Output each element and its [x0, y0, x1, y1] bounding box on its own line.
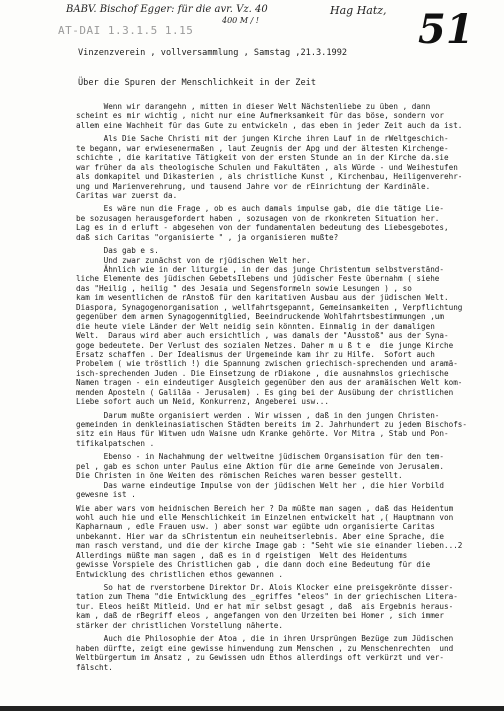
- text-line: sitz ein Haus für Witwen udn Waisne udn Kranke gehörte. Vor Mitra , Stab und Pon-: [76, 429, 449, 439]
- text-line: Liebe sofort auch um Neid, Konkurrenz, Angeberei usw...: [76, 397, 330, 407]
- text-line: unbekannt. Hier war da sChristentum ein neuheitserlebnis. Aber eine Sprache, die: [76, 531, 445, 541]
- text-line: schichte , die karitative Tätigkeit von der ersten Stunde an in der Kirche da.sie: [76, 153, 449, 163]
- text-line: Probelem ( wie tröstlich !) die Spannung zwischen griechisch-sprechenden und aramä-: [76, 359, 458, 369]
- text-line: Als Die Sache Christi mit der jungen Kirche ihren Lauf in de rWeltgeschich-: [76, 134, 449, 144]
- handwritten-note-sub: 400 M / !: [222, 16, 259, 25]
- text-line: als domkapitel und Dikasterien , als christliche Kunst , Kirchenbau, Heiligenverehr-: [76, 172, 463, 182]
- text-line: man rasch verstand, und die der kirche Image gab : "Seht wie sie einander lieben...2: [76, 541, 463, 551]
- text-line: gewisse Vorspiele des Christlichen gab , die dann doch eine Bedeutung für die: [76, 560, 431, 570]
- text-line: gewesne ist .: [76, 490, 136, 500]
- text-line: tur. Eleos heißt Mitleid. Und er hat mir selbst gesagt , daß ais Ergebnis heraus-: [76, 601, 454, 611]
- handwritten-note: BABV. Bischof Egger: für die avr. Vz. 40: [66, 4, 268, 15]
- text-line: scheint es mir wichtig , nicht nur eine Aufmerksamkeit für das böse, sondern vor: [76, 111, 445, 121]
- text-line: war früher da als theologische Schulen und Fakultäten , als Würde - und Weihestufen: [76, 162, 458, 172]
- document-body: [76, 102, 500, 672]
- text-line: So hat de rverstorbene Direktor Dr. Alois Klocker eine preisgekrönte disser-: [76, 583, 454, 592]
- text-line: kam , daß de rBegriff eleos , angefangen von den Urzeiten bei Homer , sich immer: [76, 611, 445, 621]
- text-line: Ersatz schaffen . Der Idealismus der Urgemeinde kam ihr zu Hilfe. Sofort auch: [76, 349, 435, 359]
- text-line: Wenn wir darangehn , mitten in dieser Welt Nächstenliebe zu üben , dann: [76, 102, 431, 111]
- text-line: gegenüber dem armen Synagogenmitglied, Beeindruckende Wohlfahrtsbestimmungen ,um: [76, 312, 445, 322]
- text-line: die heute viele Länder der Welt neidig sein könnten. Einmalig in der damaligen: [76, 321, 435, 331]
- document-header: Vinzenzverein , vollversammlung , Samstag ,21.3.1992: [78, 48, 348, 58]
- text-line: be sozusagen herausgefordert haben , sozusagen von de rkonkreten Situation her.: [76, 213, 440, 223]
- text-line: gemeinden in denkleinasiatischen Städten bereits im 2. Jahrhundert zu jedem Bischofs-: [76, 420, 468, 429]
- text-line: tifikalpatschen .: [76, 438, 155, 448]
- text-line: Weltbürgertum im Ansatz , zu Gewissen udn Ethos allerdings oft verkürzt und ver-: [76, 653, 445, 663]
- text-line: Entwicklung des christlichen ethos gewannen .: [76, 569, 284, 579]
- text-line: Welt. Daraus wird aber auch ersichtlich , was damals der "Ausstoß" aus der Syna-: [76, 331, 449, 341]
- page-number: 51: [418, 6, 474, 53]
- text-line: pel , gab es schon unter Paulus eine Aktion für die arme Gemeinde von Jerusalem.: [76, 461, 445, 471]
- text-line: Und zwar zunächst von de rjüdischen Welt her.: [76, 255, 311, 265]
- text-line: das "Heilig , heilig " des Jesaia und Segensformeln sowie Lesungen ) , so: [76, 283, 412, 293]
- text-line: stärker der christlichen Vorstellung näherte.: [76, 620, 284, 630]
- archive-stamp: AT-DAI 1.3.1.5 1.15: [58, 24, 194, 37]
- text-line: kam im wesentlichen de rAnstoß für den karitativen Ausbau aus der jüdischen Welt.: [76, 293, 449, 303]
- text-line: Das warne eindeutige Impulse von der jüdischen Welt her , die hier Vorbild: [76, 480, 445, 490]
- text-line: te begann, war erwiesenermaßen , laut Zeugnis der Apg und der ältesten Kirchenge-: [76, 143, 449, 153]
- text-line: Auch die Philosophie der Atoa , die in ihren Ursprüngen Bezüge zum Jüdischen: [76, 634, 454, 644]
- text-line: Ähnlich wie in der liturgie , in der das junge Christentum selbstverständ-: [76, 265, 445, 274]
- text-line: Namen tragen - ein eindeutiger Ausgleich gegenüber den aus der aramäischen Welt kom-: [76, 378, 463, 388]
- text-line: menden Aposteln ( Galiläa - Jerusalem) . Es ging bei der Ausübung der christlichen: [76, 387, 454, 397]
- text-line: haben dürfte, zeigt eine gewisse hinwendung zum Menschen , zu Menschenrechten und: [76, 643, 454, 653]
- handwritten-signature: Hag Hatz,: [330, 4, 387, 17]
- text-line: Das gab e s.: [76, 246, 159, 256]
- text-line: allem eine Wachheit für das Gute zu entwickeln , das eben in jeder Zeit auch da ist.: [76, 120, 463, 130]
- text-line: Allerdings müßte man sagen , daß es in d rgeistigen Welt des Heidentums: [76, 550, 408, 560]
- text-line: daß sich Caritas "organisierte " , ja organisieren mußte?: [76, 232, 339, 242]
- text-line: tation zum Thema "die Entwicklung des _egriffes "eleos" in der griechischen Litera-: [76, 592, 458, 602]
- text-line: Caritas war zuerst da.: [76, 190, 178, 200]
- text-line: wohl auch hie und elle Menschlichkeit im Einzelnen entwickelt hat ,( Hauptmann von: [76, 512, 454, 522]
- text-line: Ebenso - in Nachahmung der weltweitne jüdischem Organsisation für den tem-: [76, 452, 445, 462]
- text-line: Darum mußte organisiert werden . Wir wissen , daß in den jungen Christen-: [76, 410, 440, 420]
- text-line: fälscht.: [76, 662, 113, 672]
- text-line: liche Elemente des jüdischen GebetsIlebens und jüdischer Feste übernahm ( siehe: [76, 274, 440, 284]
- text-line: isch-sprechenden Juden . Die Einsetzung de rDiakone , die ausnahmslos griechische: [76, 368, 449, 378]
- text-line: Es wäre nun die Frage , ob es auch damals impulse gab, die die tätige Lie-: [76, 204, 445, 214]
- document-subtitle: Über die Spuren der Menschlichkeit in der Zeit: [78, 78, 316, 88]
- text-line: Kapharnaum , edle Frauen usw. ) aber sonst war egübte udn organisierte Caritas: [76, 522, 435, 532]
- text-line: Diaspora, Synagogenorganisation , wellfahrtsgepannt, Gemeinsamkeiten , Verpflichtung: [76, 302, 463, 312]
- text-line: Lag es in d erluft - abgesehen von der fundamentalen bedeutung des Liebesgebotes,: [76, 223, 449, 233]
- text-line: ung und Marienverehrung, und tausend Jahre vor de rEinrichtung der Kardinäle.: [76, 181, 431, 191]
- page-bottom-edge: [0, 706, 504, 711]
- text-line: Die Christen in öne Weiten des römischen Reiches waren besser gestellt.: [76, 471, 403, 481]
- text-line: Wie aber wars vom heidnischen Bereich her ? Da müßte man sagen , daß das Heidentum: [76, 503, 454, 513]
- text-line: goge bedeutete. Der Verlust des sozialen Netzes. Daher m u ß t e die junge Kirche: [76, 340, 454, 350]
